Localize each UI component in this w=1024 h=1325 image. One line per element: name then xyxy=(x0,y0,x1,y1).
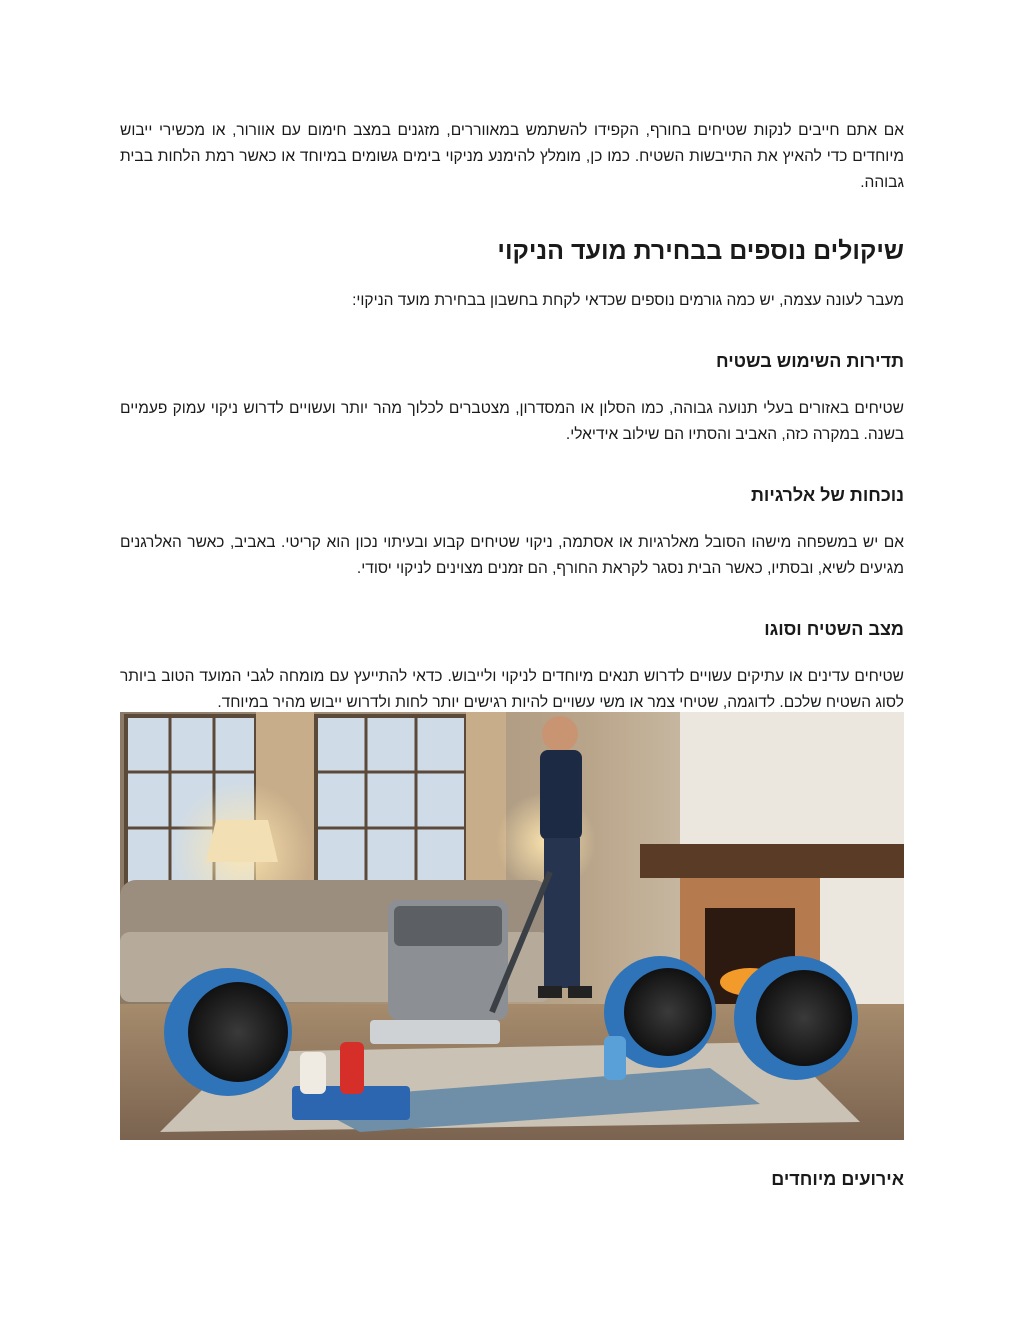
section-lead: מעבר לעונה עצמה, יש כמה גורמים נוספים שכדאי לקחת בחשבון בבחירת מועד הניקוי: xyxy=(352,292,904,309)
subsection-title-usage: תדירות השימוש בשטיח xyxy=(716,351,904,371)
subsection-text-usage: שטיחים באזורים בעלי תנועה גבוהה, כמו הסלון או המסדרון, מצטברים לכלוך מהר יותר ועשויים לדרוש ניקוי עמוק פעמיים בשנה. במקרה כזה, האביב והסתיו הם שילוב אידיאלי. xyxy=(120,400,904,443)
final-heading-block xyxy=(120,1166,904,1192)
article-body xyxy=(120,118,904,716)
subsection-text-condition: שטיחים עדינים או עתיקים עשויים לדרוש תנאים מיוחדים לניקוי ולייבוש. כדאי להתייעץ עם מומחה לגבי המועד הטוב ביותר לסוג השטיח שלכם. לדוגמה, שטיחי צמר או משי עשויים להיות רגישים יותר לחות ולדרוש ייבוש מהיר במיוחד. xyxy=(120,668,904,711)
subsection-text-allergies: אם יש במשפחה מישהו הסובל מאלרגיות או אסתמה, ניקוי שטיחים קבוע ובעיתוי נכון הוא קריטי. באביב, כאשר האלרגנים מגיעים לשיא, ובסתיו, כאשר הבית נסגר לקראת החורף, הם זמנים מצוינים לניקוי יסודי. xyxy=(120,534,904,577)
subsection-title-allergies: נוכחות של אלרגיות xyxy=(751,485,904,505)
intro-paragraph: אם אתם חייבים לנקות שטיחים בחורף, הקפידו להשתמש במאווררים, מזגנים במצב חימום עם אוורור, או מכשירי ייבוש מיוחדים כדי להאיץ את התייבשות השטיח. כמו כן, מומלץ להימנע מניקוי בימים גשומים במיוחד או כאשר רמת הלחות בבית גבוהה. xyxy=(120,122,904,191)
subsection-title-condition: מצב השטיח וסוגו xyxy=(764,619,904,639)
final-heading: אירועים מיוחדים xyxy=(771,1169,904,1189)
section-title: שיקולים נוספים בבחירת מועד הניקוי xyxy=(497,237,904,265)
carpet-cleaning-photo xyxy=(120,712,904,1140)
